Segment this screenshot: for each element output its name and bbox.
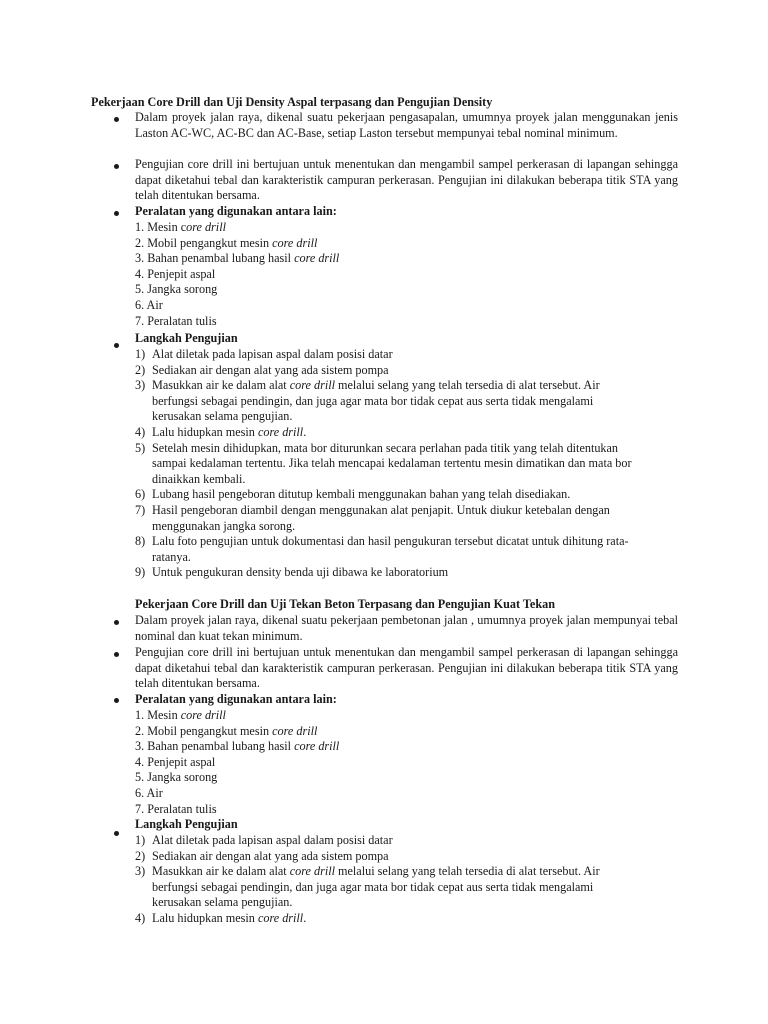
step-text: Alat diletak pada lapisan aspal dalam posisi datar <box>152 833 393 847</box>
step-item <box>135 378 695 425</box>
steps-list <box>135 347 695 581</box>
bullet-icon <box>114 620 119 625</box>
step-number: 4) <box>135 910 146 925</box>
step-text: Untuk pengukuran density benda uji dibawa ke laboratorium <box>152 565 449 580</box>
bullet-icon <box>114 652 119 657</box>
step-item <box>135 565 695 581</box>
step-text: Setelah mesin dihidupkan, mata bor diturunkan secara perlahan pada titik yang telah ditentukan <box>152 440 619 455</box>
step-number: 1) <box>135 833 146 847</box>
step-text: Hasil pengeboran diambil dengan menggunakan alat penjapit. Untuk diukur ketebalan dengan <box>152 502 610 517</box>
step-text: berfungsi sebagai pendingin, dan juga agar mata bor tidak cepat aus serta tidak mengalami <box>152 393 594 408</box>
step-item <box>135 441 695 488</box>
step-item <box>135 849 695 865</box>
step-number: 5) <box>135 440 146 455</box>
step-number: 8) <box>135 534 146 549</box>
step-number: 2) <box>135 848 146 863</box>
intro-paragraph: Pengujian core drill ini bertujuan untuk menentukan dan mengambil sampel perkerasan di lapangan sehingga dapat diketahui tebal dan karakteristik campuran perkerasan. Pengujian ini dilakukan beberapa titik STA yang telah ditentukan bersama. <box>135 157 678 203</box>
step-item <box>135 503 695 534</box>
step-text: Lalu hidupkan mesin core drill. <box>152 424 307 439</box>
equipment-item: 1. Mesin core drill <box>135 708 226 722</box>
section-title: Pekerjaan Core Drill dan Uji Tekan Beton Terpasang dan Pengujian Kuat Tekan <box>135 597 555 611</box>
steps-list <box>135 833 695 927</box>
equipment-item: 2. Mobil pengangkut mesin core drill <box>135 723 318 738</box>
bullet-icon <box>114 831 119 836</box>
equipment-item: 1. Mesin core drill <box>135 220 226 234</box>
step-item <box>135 864 695 911</box>
bullet-icon <box>114 164 119 169</box>
step-text: berfungsi sebagai pendingin, dan juga agar mata bor tidak cepat aus serta tidak mengalami <box>152 879 594 894</box>
step-number: 4) <box>135 424 146 439</box>
step-item <box>135 833 695 849</box>
step-item <box>135 534 695 565</box>
step-text: kerusakan selama pengujian. <box>152 895 293 910</box>
step-number: 7) <box>135 502 146 517</box>
step-text: sampai kedalaman tertentu. Jika telah mencapai kedalaman tertentu mesin dimatikan dan mata bor <box>152 456 632 471</box>
step-text: Sediakan air dengan alat yang ada sistem pompa <box>152 362 389 377</box>
step-number: 3) <box>135 378 146 393</box>
equipment-item: 7. Peralatan tulis <box>135 801 217 816</box>
equipment-item: 4. Penjepit aspal <box>135 754 216 769</box>
equipment-item: 4. Penjepit aspal <box>135 266 216 281</box>
step-text: Masukkan air ke dalam alat core drill melalui selang yang telah tersedia di alat tersebut. Air <box>152 378 600 393</box>
bullet-icon <box>114 211 119 216</box>
equipment-list <box>135 708 339 817</box>
steps-heading: Langkah Pengujian <box>135 331 238 345</box>
step-number: 6) <box>135 487 146 502</box>
step-text: Alat diletak pada lapisan aspal dalam posisi datar <box>152 347 393 361</box>
step-number: 3) <box>135 864 146 879</box>
equipment-item: 7. Peralatan tulis <box>135 313 217 328</box>
step-item <box>135 425 695 441</box>
bullet-icon <box>114 117 119 122</box>
equipment-list <box>135 220 339 329</box>
equipment-item: 6. Air <box>135 785 163 800</box>
intro-paragraph: Dalam proyek jalan raya, dikenal suatu pekerjaan pengasapalan, umumnya proyek jalan menggunakan jenis Laston AC-WC, AC-BC dan AC-Base, setiap Laston tersebut mempunyai tebal nominal minimum. <box>135 110 678 140</box>
step-number: 1) <box>135 347 146 361</box>
step-text: Lalu hidupkan mesin core drill. <box>152 910 307 925</box>
step-item <box>135 347 695 363</box>
equipment-item: 5. Jangka sorong <box>135 770 218 785</box>
equipment-item: 5. Jangka sorong <box>135 282 218 297</box>
step-text: Lalu foto pengujian untuk dokumentasi dan hasil pengukuran tersebut dicatat untuk dihitung rata- <box>152 534 629 549</box>
equipment-item: 3. Bahan penambal lubang hasil core drill <box>135 739 340 754</box>
step-text: ratanya. <box>152 549 191 564</box>
step-text: menggunakan jangka sorong. <box>152 518 296 533</box>
step-number: 2) <box>135 362 146 377</box>
step-number: 9) <box>135 565 146 580</box>
equipment-item: 6. Air <box>135 297 163 312</box>
equipment-item: 2. Mobil pengangkut mesin core drill <box>135 235 318 250</box>
step-text: Sediakan air dengan alat yang ada sistem pompa <box>152 848 389 863</box>
step-text: kerusakan selama pengujian. <box>152 409 293 424</box>
step-item <box>135 487 695 503</box>
section-title: Pekerjaan Core Drill dan Uji Density Aspal terpasang dan Pengujian Density <box>91 95 493 109</box>
bullet-icon <box>114 698 119 703</box>
step-text: Lubang hasil pengeboran ditutup kembali menggunakan bahan yang telah disediakan. <box>152 487 571 502</box>
step-text: dinaikkan kembali. <box>152 471 246 486</box>
step-item <box>135 363 695 379</box>
equipment-heading: Peralatan yang digunakan antara lain: <box>135 204 337 218</box>
equipment-item: 3. Bahan penambal lubang hasil core drill <box>135 251 340 266</box>
intro-paragraph: Pengujian core drill ini bertujuan untuk menentukan dan mengambil sampel perkerasan di lapangan sehingga dapat diketahui tebal dan karakteristik campuran perkerasan. Pengujian ini dilakukan beberapa titik STA yang telah ditentukan bersama. <box>135 645 678 691</box>
step-item <box>135 911 695 927</box>
equipment-heading: Peralatan yang digunakan antara lain: <box>135 692 337 706</box>
step-text: Masukkan air ke dalam alat core drill melalui selang yang telah tersedia di alat tersebut. Air <box>152 864 600 879</box>
steps-heading: Langkah Pengujian <box>135 817 238 831</box>
bullet-icon <box>114 343 119 348</box>
intro-paragraph: Dalam proyek jalan raya, dikenal suatu pekerjaan pembetonan jalan , umumnya proyek jalan mempunyai tebal nominal dan kuat tekan minimum. <box>135 613 678 643</box>
